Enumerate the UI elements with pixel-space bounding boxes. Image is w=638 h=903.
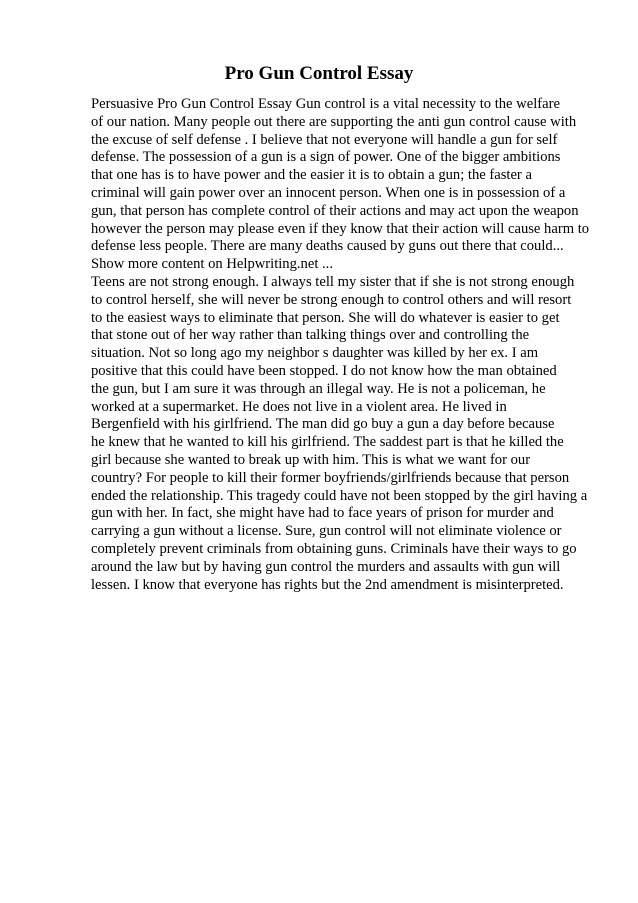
text-line: Persuasive Pro Gun Control Essay Gun control is a vital necessity to the welfare <box>91 96 560 112</box>
text-line: worked at a supermarket. He does not live in a violent area. He lived in <box>91 398 507 415</box>
text-line: Bergenfield with his girlfriend. The man did go buy a gun a day before because <box>91 416 555 433</box>
text-line: ended the relationship. This tragedy could have not been stopped by the girl having a <box>91 487 588 504</box>
text-line: to control herself, she will never be strong enough to control others and will resort <box>91 291 572 308</box>
document-body <box>91 96 591 594</box>
text-line: the gun, but I am sure it was through an illegal way. He is not a policeman, he <box>91 380 546 397</box>
text-line: defense. The possession of a gun is a sign of power. One of the bigger ambitions <box>91 149 561 166</box>
text-line: completely prevent criminals from obtaining guns. Criminals have their ways to go <box>91 540 577 557</box>
text-line: gun, that person has complete control of their actions and may act upon the weapon <box>91 202 579 219</box>
text-line: to the easiest ways to eliminate that person. She will do whatever is easier to get <box>91 309 560 326</box>
text-line: of our nation. Many people out there are supporting the anti gun control cause with <box>91 113 577 130</box>
text-line: gun with her. In fact, she might have had to face years of prison for murder and <box>91 505 554 522</box>
text-line: the excuse of self defense . I believe that not everyone will handle a gun for self <box>91 131 558 148</box>
text-line: that one has is to have power and the easier it is to obtain a gun; the faster a <box>91 167 532 184</box>
text-line: that stone out of her way rather than talking things over and controlling the <box>91 327 530 344</box>
text-line: Teens are not strong enough. I always tell my sister that if she is not strong enough <box>91 273 575 290</box>
text-line: girl because she wanted to break up with him. This is what we want for our <box>91 451 531 468</box>
text-line: carrying a gun without a license. Sure, gun control will not eliminate violence or <box>91 523 562 540</box>
text-line: he knew that he wanted to kill his girlfriend. The saddest part is that he killed the <box>91 434 564 451</box>
text-line: criminal will gain power over an innocent person. When one is in possession of a <box>91 184 566 201</box>
text-line: however the person may please even if they know that their action will cause harm to <box>91 220 590 237</box>
text-line: around the law but by having gun control the murders and assaults with gun will <box>91 558 561 575</box>
text-line: defense less people. There are many deaths caused by guns out there that could... <box>91 238 564 255</box>
show-more-line: Show more content on Helpwriting.net ... <box>91 256 333 273</box>
text-line: situation. Not so long ago my neighbor s daughter was killed by her ex. I am <box>91 345 539 362</box>
text-line: positive that this could have been stopped. I do not know how the man obtained <box>91 362 557 379</box>
document-title: Pro Gun Control Essay <box>224 63 414 84</box>
text-line: country? For people to kill their former boyfriends/girlfriends because that person <box>91 469 570 486</box>
text-line: lessen. I know that everyone has rights but the 2nd amendment is misinterpreted. <box>91 576 564 593</box>
